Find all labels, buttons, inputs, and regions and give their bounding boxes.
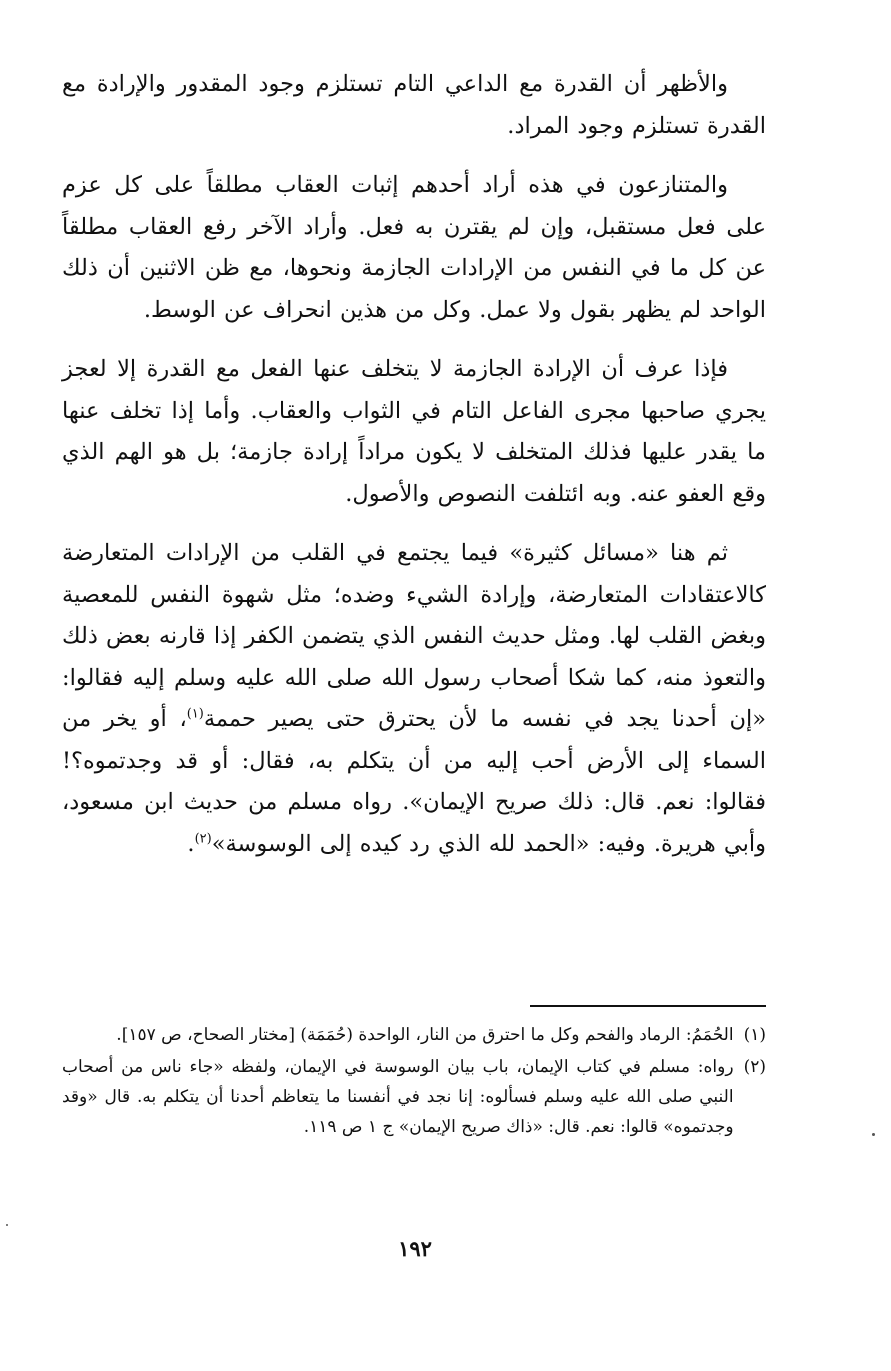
main-text [62, 64, 766, 883]
footnote-1 [62, 1020, 766, 1050]
paragraph-4-text-c: . [187, 830, 195, 857]
footnote-2-number: (٢) [743, 1057, 766, 1077]
footnote-reference-2: (٢) [194, 831, 212, 846]
paragraph-4-text-a: ثم هنا «مسائل كثيرة» فيما يجتمع في القلب من الإرادات المتعارضة كالاعتقادات المتعارضة، وإرادة الشيء وضده؛ مثل شهوة النفس للمعصية وبغض القلب لها. ومثل حديث النفس الذي يتضمن الكفر إذا قارنه بعض ذلك والتعوذ منه، كما شكا أصحاب رسول الله صلى الله عليه وسلم إليه فقالوا: «إن أحدنا يجد في نفسه ما لأن يحترق حتى يصير حممة [62, 540, 766, 732]
page-number: ١٩٢ [398, 1236, 432, 1261]
paragraph-4 [62, 533, 766, 865]
paragraph-2: والمتنازعون في هذه أراد أحدهم إثبات العقاب مطلقاً على كل عزم على فعل مستقبل، وإن لم يقترن به فعل. وأراد الآخر رفع العقاب مطلقاً عن كل ما في النفس من الإرادات الجازمة ونحوها، مع ظن الاثنين أن ذلك الواحد لم يظهر بقول ولا عمل. وكل من هذين انحراف عن الوسط. [62, 172, 766, 323]
footnote-1-text: الحُمَمُ: الرماد والفحم وكل ما احترق من النار، الواحدة (حُمَمَة) [مختار الصحاح، ص ١٥٧]. [116, 1025, 734, 1045]
scan-speck [872, 1133, 875, 1136]
paragraph-1: والأظهر أن القدرة مع الداعي التام تستلزم وجود المقدور والإرادة مع القدرة تستلزم وجود المراد. [62, 71, 766, 139]
paragraph-3: فإذا عرف أن الإرادة الجازمة لا يتخلف عنها الفعل مع القدرة إلا لعجز يجري صاحبها مجرى الفاعل التام في الثواب والعقاب. وأما إذا تخلف عنها ما يقدر عليها فذلك المتخلف لا يكون مراداً إرادة جازمة؛ بل هو الهم الذي وقع العفو عنه. وبه ائتلفت النصوص والأصول. [62, 356, 766, 507]
footnotes [62, 1020, 766, 1144]
paragraph-4-text-b: ، أو يخر من السماء إلى الأرض أحب إليه من أن يتكلم به، فقال: أو قد وجدتموه؟! فقالوا: نعم. قال: ذلك صريح الإيمان». رواه مسلم من حديث ابن مسعود، وأبي هريرة. وفيه: «الحمد لله الذي رد كيده إلى الوسوسة» [62, 706, 766, 857]
scan-speck [6, 1224, 8, 1226]
footnote-2-text: رواه: مسلم في كتاب الإيمان، باب بيان الوسوسة في الإيمان، ولفظه «جاء ناس من أصحاب النبي صلى الله عليه وسلم فسألوه: إنا نجد في أنفسنا ما يتعاظم أحدنا أن يتكلم به. قال «وقد وجدتموه» قالوا: نعم. قال: «ذاك صريح الإيمان» ج ١ ص ١١٩. [62, 1057, 734, 1137]
footnote-reference-1: (١) [186, 706, 204, 722]
footnote-divider [530, 1005, 766, 1007]
footnote-2 [62, 1052, 766, 1142]
footnote-1-number: (١) [743, 1025, 766, 1045]
